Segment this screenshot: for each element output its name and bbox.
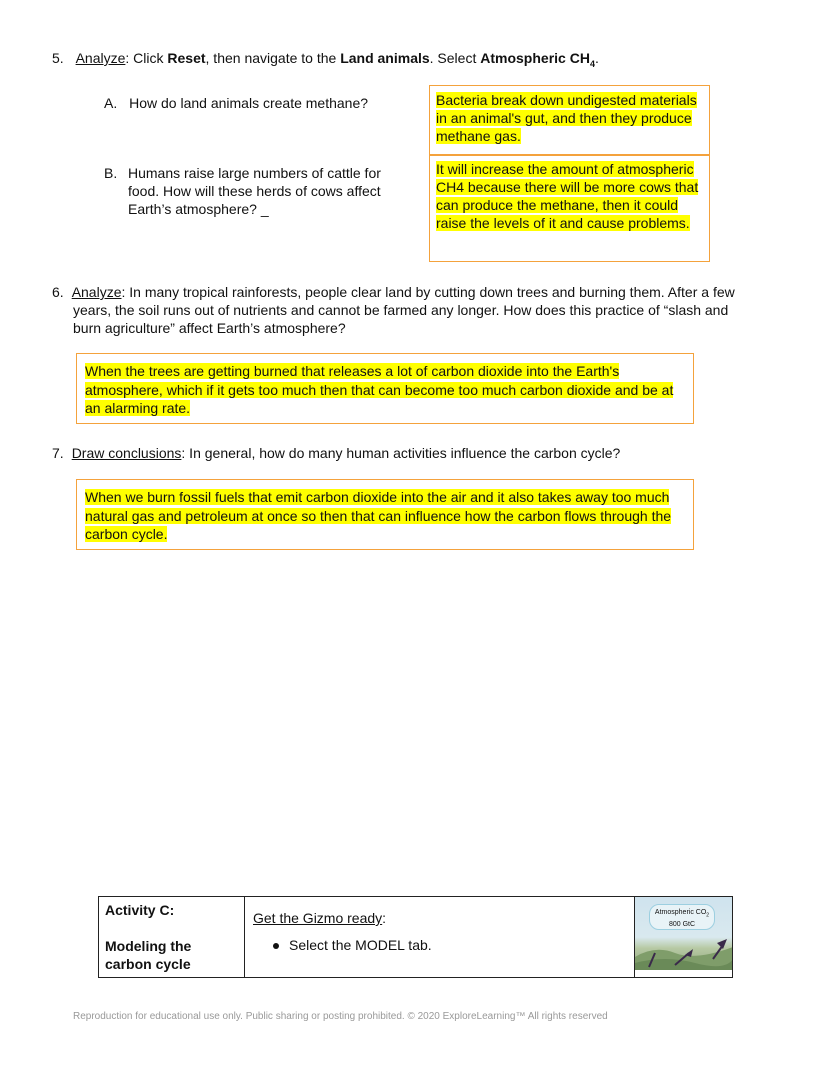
question-number: 7. xyxy=(52,445,64,461)
ch4-term: Atmospheric CH xyxy=(480,50,590,66)
answer-text: Bacteria break down undigested materials in an animal's gut, and then they produce methane gas. xyxy=(436,92,697,144)
answer-box-5b[interactable] xyxy=(429,154,710,262)
question-6 xyxy=(52,283,792,337)
instruction-bullet xyxy=(253,936,626,954)
subquestion-label: A. xyxy=(104,95,118,111)
activity-title-cell xyxy=(99,897,245,978)
ch4-subscript: 4 xyxy=(589,58,595,69)
question-text: , then navigate to the xyxy=(205,50,341,66)
bullet-icon xyxy=(273,943,279,949)
copyright-footer: Reproduction for educational use only. Public sharing or posting prohibited. © 2020 ExploreLearning™ All rights reserved xyxy=(73,1011,608,1022)
activity-subtitle-2: carbon cycle xyxy=(105,956,191,972)
question-text: burn agriculture” affect Earth’s atmosphere? xyxy=(73,320,346,336)
question-label: Analyze xyxy=(75,50,126,66)
activity-title: Activity C: xyxy=(105,902,175,918)
answer-box-5a[interactable] xyxy=(429,85,710,156)
reset-term: Reset xyxy=(167,50,206,66)
question-text: : In general, how do many human activities influence the carbon cycle? xyxy=(181,445,621,461)
question-text: years, the soil runs out of nutrients and cannot be farmed any longer. How does this practice of “slash and xyxy=(73,302,729,318)
land-animals-term: Land animals xyxy=(340,50,430,66)
question-text: . Select xyxy=(429,50,481,66)
answer-box-7[interactable] xyxy=(76,479,694,550)
answer-box-6[interactable] xyxy=(76,353,694,424)
question-text: : In many tropical rainforests, people clear land by cutting down trees and burning them. After a few xyxy=(121,284,735,300)
gizmo-thumbnail-cell xyxy=(635,897,733,978)
activity-instructions-cell: Get the Gizmo ready: Select the MODEL tab. xyxy=(245,897,635,978)
question-text: : Click xyxy=(125,50,168,66)
landscape-arrows-icon xyxy=(635,897,732,970)
question-5b xyxy=(104,164,117,182)
bullet-text: Select the MODEL tab. xyxy=(289,937,432,953)
question-label: Analyze xyxy=(71,284,122,300)
question-text: . xyxy=(594,50,599,66)
answer-text: It will increase the amount of atmospheric CH4 because there will be more cows that can produce the methane, then it could raise the levels of it and cause problems. xyxy=(436,161,699,231)
subquestion-text: How do land animals create methane? xyxy=(129,95,369,111)
question-5b-text: Humans raise large numbers of cattle for food. How will these herds of cows affect Earth’s atmosphere? _ xyxy=(128,165,381,217)
subquestion-label: B. xyxy=(104,165,118,181)
answer-text: When the trees are getting burned that releases a lot of carbon dioxide into the Earth's atmosphere, which if it gets too much then that can become too much carbon dioxide and be at an alarming rate. xyxy=(85,363,674,416)
gizmo-thumbnail xyxy=(635,897,732,970)
atmosphere-label: Atmospheric $CO_2$ 800 GtC xyxy=(649,904,715,930)
question-number: 6. xyxy=(52,284,64,300)
question-5a xyxy=(104,94,368,112)
question-label: Draw conclusions xyxy=(71,445,182,461)
activity-c-table xyxy=(98,896,733,978)
answer-text: When we burn fossil fuels that emit carbon dioxide into the air and it also takes away too much natural gas and petroleum at once so then that can influence how the carbon flows through the carbon cycle. xyxy=(85,489,672,542)
question-5 xyxy=(52,49,599,73)
activity-subtitle-1: Modeling the xyxy=(105,938,192,954)
question-7 xyxy=(52,444,620,462)
gizmo-ready-label: Get the Gizmo ready xyxy=(253,910,383,926)
question-number: 5. xyxy=(52,50,64,66)
